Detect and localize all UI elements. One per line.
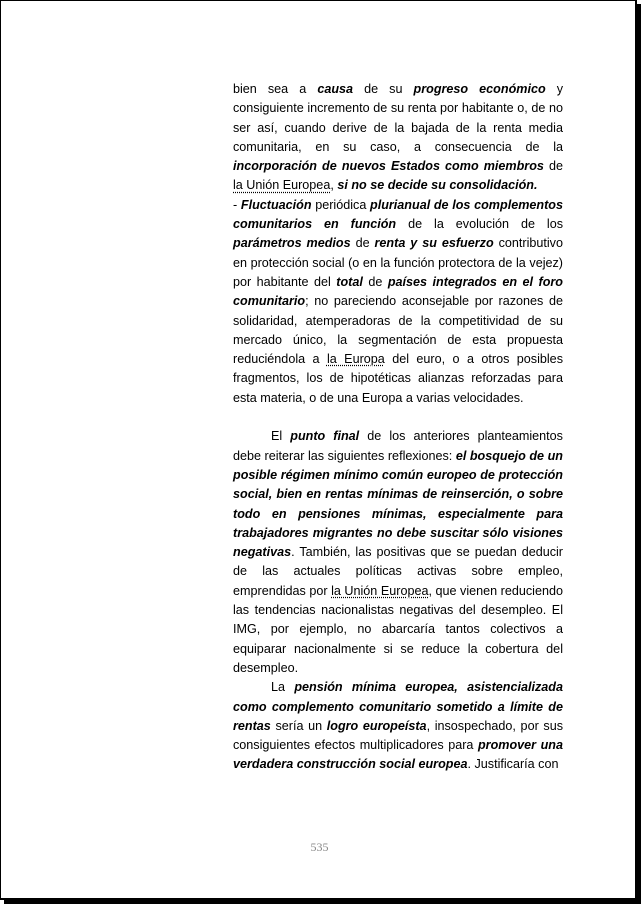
- text-run: ; no pareciendo aconsejable por razones de solidaridad, atemperadoras de la competitividad de su mercado único, la segmentación de esta propuesta reduciéndola a: [233, 294, 563, 367]
- text-run: , que vienen reduciendo las tendencias nacionalistas negativas del desempleo. El IMG, por ejemplo, no abarcaría tantos colectivos a equiparar nacionalmente si se reduce la cobertura del desempleo.: [233, 583, 563, 675]
- paragraph-pension-minima: [233, 678, 563, 774]
- emphasis: si no se decide su consolidación.: [337, 178, 538, 193]
- text-run: bien sea a: [233, 82, 318, 96]
- text-run: periódica: [311, 197, 371, 212]
- emphasis: plurianual de los complementos comunitarios en función: [233, 197, 563, 232]
- text-run: y consiguiente incremento de su renta por habitante o, de no ser así, cuando derive de la bajada de la renta media comunitaria, en su caso, a consecuencia de la: [233, 82, 564, 154]
- text-run: sería un: [270, 718, 327, 733]
- smart-tag: la Unión Europea: [331, 583, 429, 598]
- text-run: de su: [353, 82, 414, 96]
- text-run: de: [362, 274, 388, 289]
- page-number: 535: [310, 840, 329, 854]
- paragraph-gap: [233, 408, 563, 427]
- text-run: de los anteriores planteamientos debe reiterar las siguientes reflexiones:: [233, 429, 563, 463]
- emphasis: renta y su esfuerzo: [374, 236, 494, 251]
- paragraph-punto-final: [233, 427, 563, 678]
- emphasis: el bosquejo de un posible régimen mínimo común europeo de protección social, bien en rentas mínimas de reinserción, o sobre todo en pensiones mínimas, especialmente para trabajadores migrantes no debe suscitar sólo visiones negativas: [233, 448, 563, 560]
- text-run: ,: [330, 178, 338, 193]
- paragraph-continuation: [233, 80, 563, 196]
- emphasis: total: [336, 274, 363, 289]
- text-run: de la evolución de los: [396, 217, 563, 232]
- text-run: , insospechado, por sus consiguientes efectos multiplicadores para: [233, 718, 563, 753]
- text-run: . También, las positivas que se puedan deducir de las actuales políticas activas sobre empleo, emprendidas por: [233, 545, 563, 598]
- smart-tag: la Unión Europea: [233, 178, 331, 193]
- emphasis: causa: [317, 82, 354, 96]
- emphasis: promover una verdadera construcción social europea: [233, 738, 563, 772]
- page-shadow-bottom: [4, 900, 641, 904]
- emphasis: parámetros medios: [233, 236, 351, 251]
- text-run: contributivo en protección social (o en la función protectora de la vejez) por habitante del: [233, 236, 563, 289]
- smart-tag: la Europa: [326, 352, 385, 367]
- emphasis: progreso económico: [413, 82, 546, 96]
- text-run: del euro, o a otros posibles fragmentos, los de hipotéticas alianzas reforzadas para esta materia, o de una Europa a varias velocidades.: [233, 352, 563, 405]
- text-run: La: [271, 680, 295, 695]
- emphasis: Fluctuación: [240, 197, 312, 212]
- text-run: de: [350, 236, 375, 251]
- body-text: [233, 80, 563, 775]
- emphasis: países integrados en el foro comunitario: [233, 274, 563, 309]
- text-run: . Justificaría con: [467, 757, 559, 772]
- text-run: de: [543, 159, 563, 174]
- text-run: El: [271, 429, 291, 444]
- list-dash: -: [233, 197, 241, 212]
- emphasis: incorporación de nuevos Estados como miembros: [233, 159, 544, 174]
- paragraph-fluctuation: [233, 196, 563, 408]
- emphasis: punto final: [290, 429, 360, 444]
- emphasis: logro europeísta: [326, 718, 427, 733]
- page-shadow-right: [637, 4, 641, 904]
- emphasis: pensión mínima europea, asistencializada como complemento comunitario sometido a límite de rentas: [233, 680, 563, 733]
